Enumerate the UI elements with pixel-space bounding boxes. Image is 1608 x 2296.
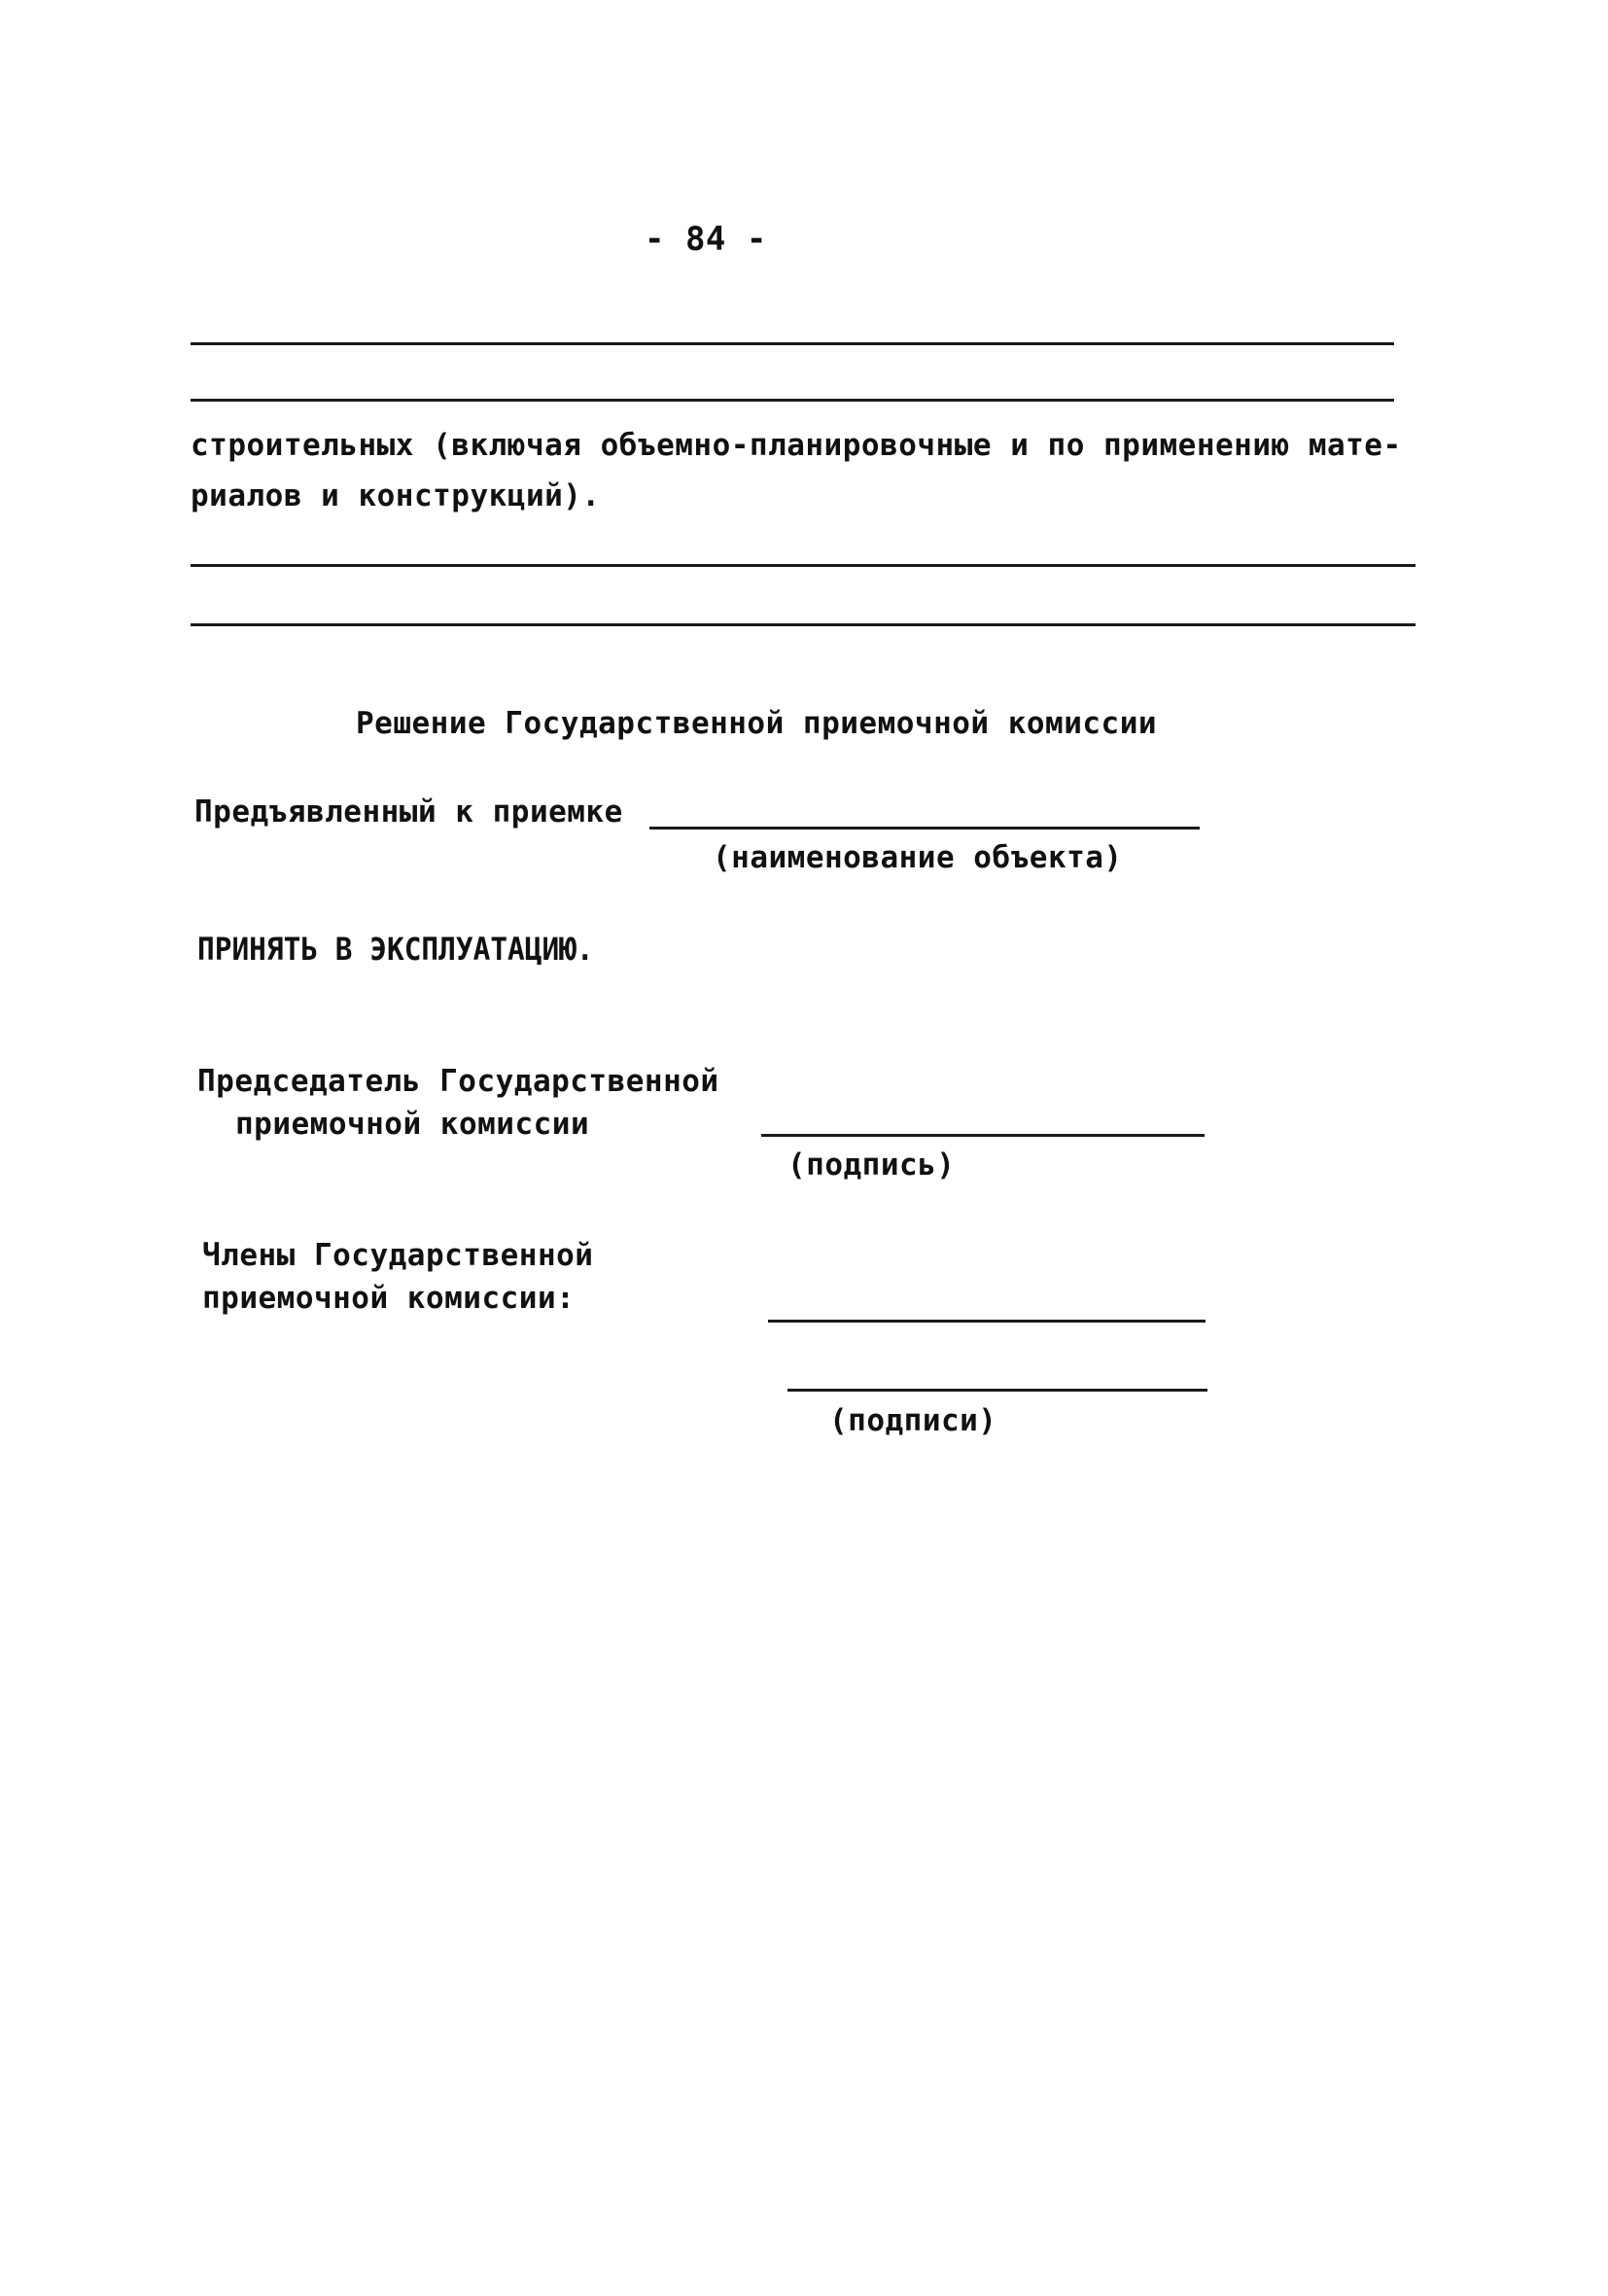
members-title-line-2: приемочной комиссии: <box>202 1281 576 1316</box>
chairman-title-line-2: приемочной комиссии <box>235 1107 590 1142</box>
presented-label: Предъявленный к приемке <box>194 795 623 830</box>
paragraph-line-2: риалов и конструкций). <box>191 478 601 513</box>
paragraph-line-1: строительных (включая объемно-планировочные и по применению мате- <box>191 428 1402 463</box>
blank-line-1 <box>191 342 1394 345</box>
decision-heading: Решение Государственной приемочной комиссии <box>356 706 1158 741</box>
chairman-title-line-1: Председатель Государственной <box>197 1064 719 1099</box>
object-name-caption: (наименование объекта) <box>713 840 1123 875</box>
page-number: - 84 - <box>645 220 767 259</box>
blank-line-2 <box>191 399 1394 402</box>
object-name-line <box>649 827 1200 830</box>
members-signature-caption: (подписи) <box>829 1403 997 1438</box>
blank-line-4 <box>191 623 1416 626</box>
chairman-signature-caption: (подпись) <box>787 1148 956 1183</box>
members-title-line-1: Члены Государственной <box>202 1238 594 1273</box>
member-signature-line-1 <box>768 1320 1206 1323</box>
member-signature-line-2 <box>787 1389 1207 1392</box>
acceptance-verdict: ПРИНЯТЬ В ЭКСПЛУАТАЦИЮ. <box>197 931 594 968</box>
chairman-signature-line <box>761 1134 1205 1137</box>
blank-line-3 <box>191 564 1416 567</box>
